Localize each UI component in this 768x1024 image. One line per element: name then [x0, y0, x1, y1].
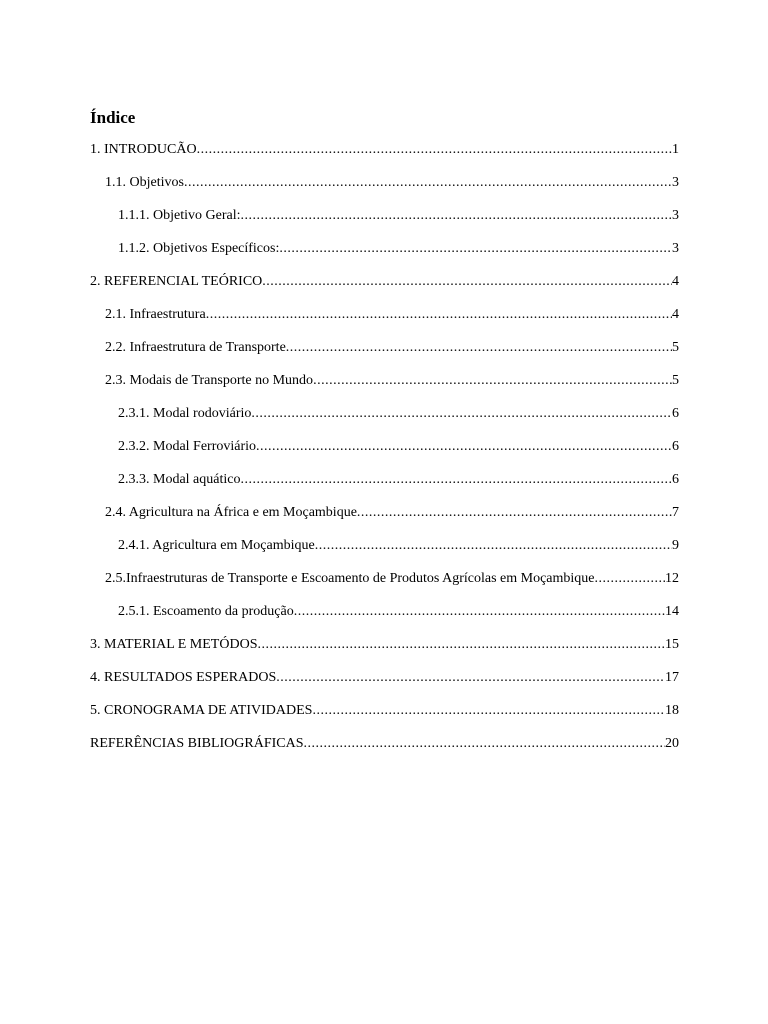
dot-leader [240, 203, 672, 229]
toc-entry-title: REFERÊNCIAS BIBLIOGRÁFICAS [90, 736, 304, 751]
toc-entry[interactable] [90, 599, 679, 632]
toc-entry-title: 2.1. Infraestrutura [105, 307, 206, 322]
toc-entry-title: 2.5.Infraestruturas de Transporte e Escoamento de Produtos Agrícolas em Moçambique [105, 571, 595, 586]
page-title: Índice [90, 108, 136, 127]
toc-entry[interactable] [90, 401, 679, 434]
dot-leader [312, 698, 665, 724]
toc-entry-page-number: 6 [672, 439, 679, 454]
dot-leader [294, 599, 665, 625]
dot-leader [184, 170, 672, 196]
toc-entry-page-number: 7 [672, 505, 679, 520]
toc-entry-title: 4. RESULTADOS ESPERADOS [90, 670, 277, 685]
dot-leader [279, 236, 672, 262]
dot-leader [276, 665, 665, 691]
toc-entry[interactable] [90, 467, 679, 500]
toc-entry-page-number: 4 [672, 274, 679, 289]
toc-entry-title: 2.2. Infraestrutura de Transporte [105, 340, 286, 355]
toc-entry-page-number: 1 [672, 142, 679, 157]
toc-entry[interactable] [90, 203, 679, 236]
toc-entry-title: 5. CRONOGRAMA DE ATIVIDADES [90, 703, 313, 718]
toc-entry[interactable] [90, 302, 679, 335]
toc-entry-page-number: 3 [672, 241, 679, 256]
dot-leader [286, 335, 672, 361]
toc-entry-page-number: 9 [672, 538, 679, 553]
toc-entry[interactable] [90, 500, 679, 533]
dot-leader [262, 269, 672, 295]
toc-entry-title: 1.1. Objetivos [105, 175, 184, 190]
dot-leader [357, 500, 672, 526]
toc-entry-page-number: 17 [665, 670, 679, 685]
toc-entry[interactable] [90, 665, 679, 698]
toc-entry-title: 1.1.2. Objetivos Específicos: [118, 241, 280, 256]
toc-entry-title: 2.5.1. Escoamento da produção [118, 604, 294, 619]
toc-entry-page-number: 5 [672, 373, 679, 388]
toc-entry-page-number: 6 [672, 406, 679, 421]
toc-entry[interactable] [90, 566, 679, 599]
toc-entry-page-number: 3 [672, 175, 679, 190]
toc-entry-title: 1. INTRODUCÃO [90, 142, 197, 157]
dot-leader [197, 137, 672, 163]
dot-leader [240, 467, 672, 493]
toc-entry[interactable] [90, 236, 679, 269]
dot-leader [315, 533, 672, 559]
toc-entry[interactable] [90, 698, 679, 731]
toc-entry-page-number: 6 [672, 472, 679, 487]
toc-entry-page-number: 3 [672, 208, 679, 223]
toc-entry[interactable] [90, 137, 679, 170]
toc-entry-page-number: 18 [665, 703, 679, 718]
toc-entry[interactable] [90, 269, 679, 302]
toc-entry[interactable] [90, 434, 679, 467]
toc-entry-title: 2.3.3. Modal aquático [118, 472, 241, 487]
toc-entry[interactable] [90, 368, 679, 401]
toc-entry-title: 2. REFERENCIAL TEÓRICO [90, 274, 263, 289]
toc-entry-title: 2.4.1. Agricultura em Moçambique [118, 538, 315, 553]
toc-entry-title: 1.1.1. Objetivo Geral: [118, 208, 241, 223]
toc-entry-page-number: 14 [665, 604, 679, 619]
toc-entry-page-number: 4 [672, 307, 679, 322]
toc-entry-title: 2.3.1. Modal rodoviário [118, 406, 252, 421]
toc-entry-page-number: 15 [665, 637, 679, 652]
dot-leader [256, 434, 672, 460]
toc-entry-title: 2.3. Modais de Transporte no Mundo [105, 373, 314, 388]
dot-leader [304, 731, 665, 757]
toc-entry-title: 3. MATERIAL E METÓDOS [90, 637, 258, 652]
toc-entry-page-number: 20 [665, 736, 679, 751]
dot-leader [257, 632, 665, 658]
dot-leader [595, 566, 665, 592]
toc-entry[interactable] [90, 335, 679, 368]
toc-entry[interactable] [90, 731, 679, 764]
toc-entry[interactable] [90, 170, 679, 203]
toc-entry-title: 2.3.2. Modal Ferroviário [118, 439, 257, 454]
dot-leader [313, 368, 672, 394]
toc-entry-page-number: 12 [665, 571, 679, 586]
dot-leader [206, 302, 672, 328]
toc-entry-title: 2.4. Agricultura na África e em Moçambique [105, 505, 357, 520]
toc-entry-page-number: 5 [672, 340, 679, 355]
dot-leader [251, 401, 672, 427]
toc-entry[interactable] [90, 632, 679, 665]
toc-entry[interactable] [90, 533, 679, 566]
table-of-contents [90, 137, 679, 764]
